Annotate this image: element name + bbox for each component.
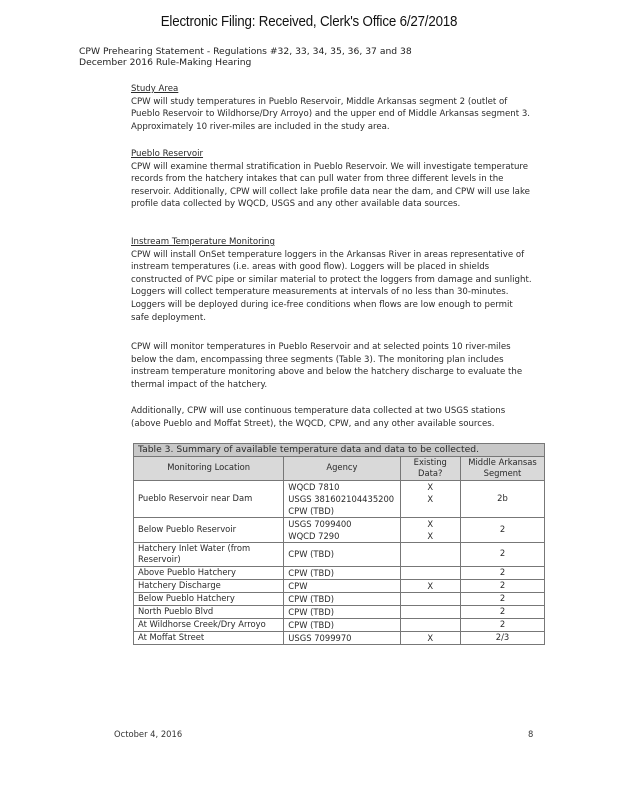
cell-location: North Pueblo Blvd <box>134 605 284 618</box>
existing-mark: X <box>427 580 434 591</box>
cell-existing <box>400 517 460 542</box>
filing-stamp: Electronic Filing: Received, Clerk's Office 6/27/2018 <box>160 14 458 30</box>
cell-location: Hatchery Discharge <box>134 579 284 592</box>
agency-entry: CPW (TBD) <box>288 593 334 604</box>
existing-mark: X <box>427 632 434 643</box>
existing-mark: X <box>427 518 434 529</box>
cell-agency <box>284 517 400 542</box>
cell-agency <box>284 480 400 517</box>
table-header-agency: Agency <box>284 456 400 480</box>
header-subtitle: December 2016 Rule-Making Hearing <box>79 57 252 68</box>
existing-mark <box>405 567 456 579</box>
table-caption: Table 3. Summary of available temperature data and data to be collected. <box>134 444 545 457</box>
table-row <box>134 480 545 517</box>
cell-existing <box>400 605 460 618</box>
cell-segment: 2 <box>461 579 545 592</box>
paragraph-additional-data <box>131 405 533 430</box>
existing-mark <box>405 505 456 517</box>
cell-segment: 2 <box>461 605 545 618</box>
cell-location: Above Pueblo Hatchery <box>134 566 284 579</box>
agency-entry: USGS 7099400 <box>288 518 352 529</box>
header-title: CPW Prehearing Statement - Regulations #32, 33, 34, 35, 36, 37 and 38 <box>79 46 412 57</box>
cell-segment: 2/3 <box>461 631 545 644</box>
cell-existing <box>400 542 460 566</box>
existing-mark <box>405 593 456 605</box>
cell-agency <box>284 566 400 579</box>
cell-existing <box>400 592 460 605</box>
section-text: CPW will examine thermal stratification in Pueblo Reservoir. We will investigate temperature records from the hatchery intakes that can pull water from three different levels in the reservoir. Additionally, CPW will collect lake profile data near the dam, and CPW will use lake profile data collected by WQCD, USGS and any other available data sources. <box>131 161 530 210</box>
section-text: CPW will install OnSet temperature loggers in the Arkansas River in areas representative of instream temperatures (i.e. areas with good flow). Loggers will be placed in shields constructed of PVC pipe or similar material to protect the loggers from damage and sunlight. Loggers will collect temperature measurements at intervals of no less than 30-minutes. Loggers will be deployed during ice-free conditions when flows are low enough to permit safe deployment. <box>131 249 532 323</box>
cell-segment: 2 <box>461 618 545 631</box>
cell-segment: 2b <box>461 480 545 517</box>
cell-location: Hatchery Inlet Water (from Reservoir) <box>134 542 284 566</box>
agency-entry: CPW (TBD) <box>288 549 334 559</box>
cell-agency <box>284 605 400 618</box>
section-pueblo-reservoir <box>131 148 533 211</box>
cell-agency <box>284 631 400 644</box>
paragraph-text: Additionally, CPW will use continuous temperature data collected at two USGS stations (above Pueblo and Moffat Street), the WQCD, CPW, and any other available sources. <box>131 406 506 429</box>
existing-mark <box>405 548 456 560</box>
existing-mark: X <box>427 481 434 492</box>
cell-location: At Moffat Street <box>134 631 284 644</box>
agency-entry: CPW (TBD) <box>288 505 334 516</box>
paragraph-text: CPW will monitor temperatures in Pueblo Reservoir and at selected points 10 river-miles below the dam, encompassing three segments (Table 3). The monitoring plan includes instream temperature monitoring above and below the hatchery discharge to evaluate the thermal impact of the hatchery. <box>131 342 523 390</box>
cell-existing <box>400 579 460 592</box>
section-study-area <box>131 83 533 133</box>
agency-entry: CPW (TBD) <box>288 567 334 578</box>
cell-segment: 2 <box>461 542 545 566</box>
cell-existing <box>400 631 460 644</box>
table-row <box>134 631 545 644</box>
cell-segment: 2 <box>461 517 545 542</box>
cell-segment: 2 <box>461 566 545 579</box>
agency-entry: WQCD 7290 <box>288 530 340 541</box>
table-row <box>134 579 545 592</box>
cell-location: At Wildhorse Creek/Dry Arroyo <box>134 618 284 631</box>
section-heading: Pueblo Reservoir <box>131 149 204 159</box>
cell-agency <box>284 542 400 566</box>
agency-entry: USGS 381602104435200 <box>288 493 395 504</box>
cell-location: Below Pueblo Reservoir <box>134 517 284 542</box>
agency-entry: CPW (TBD) <box>288 606 334 617</box>
agency-entry: WQCD 7810 <box>288 481 340 492</box>
table-row <box>134 542 545 566</box>
table-row <box>134 618 545 631</box>
cell-existing <box>400 618 460 631</box>
agency-entry: CPW <box>288 580 308 591</box>
existing-mark: X <box>427 530 434 541</box>
cell-existing <box>400 566 460 579</box>
table-body <box>134 480 545 644</box>
footer-date: October 4, 2016 <box>114 729 183 739</box>
agency-entry: USGS 7099970 <box>288 632 352 643</box>
cell-agency <box>284 618 400 631</box>
table-row <box>134 566 545 579</box>
section-text: CPW will study temperatures in Pueblo Reservoir, Middle Arkansas segment 2 (outlet of Pueblo Reservoir to Wildhorse/Dry Arroyo) and the upper end of Middle Arkansas segment 3. Approximately 10 river-miles are included in the study area. <box>131 96 531 132</box>
monitoring-table <box>133 443 545 645</box>
page-number: 8 <box>528 729 534 739</box>
section-heading: Instream Temperature Monitoring <box>131 237 275 247</box>
existing-mark: X <box>427 493 434 504</box>
cell-segment: 2 <box>461 592 545 605</box>
existing-mark <box>405 606 456 618</box>
cell-existing <box>400 480 460 517</box>
table-header-segment: Middle Arkansas Segment <box>461 456 545 480</box>
agency-entry: CPW (TBD) <box>288 619 334 630</box>
table-row <box>134 592 545 605</box>
section-heading: Study Area <box>131 84 179 94</box>
table-header-location: Monitoring Location <box>134 456 284 480</box>
table-header-existing: Existing Data? <box>400 456 460 480</box>
section-instream-monitoring <box>131 236 533 324</box>
table-row <box>134 605 545 618</box>
cell-agency <box>284 579 400 592</box>
cell-location: Pueblo Reservoir near Dam <box>134 480 284 517</box>
existing-mark <box>405 619 456 631</box>
paragraph-monitor-plan <box>131 341 533 391</box>
cell-agency <box>284 592 400 605</box>
table-row <box>134 517 545 542</box>
cell-location: Below Pueblo Hatchery <box>134 592 284 605</box>
